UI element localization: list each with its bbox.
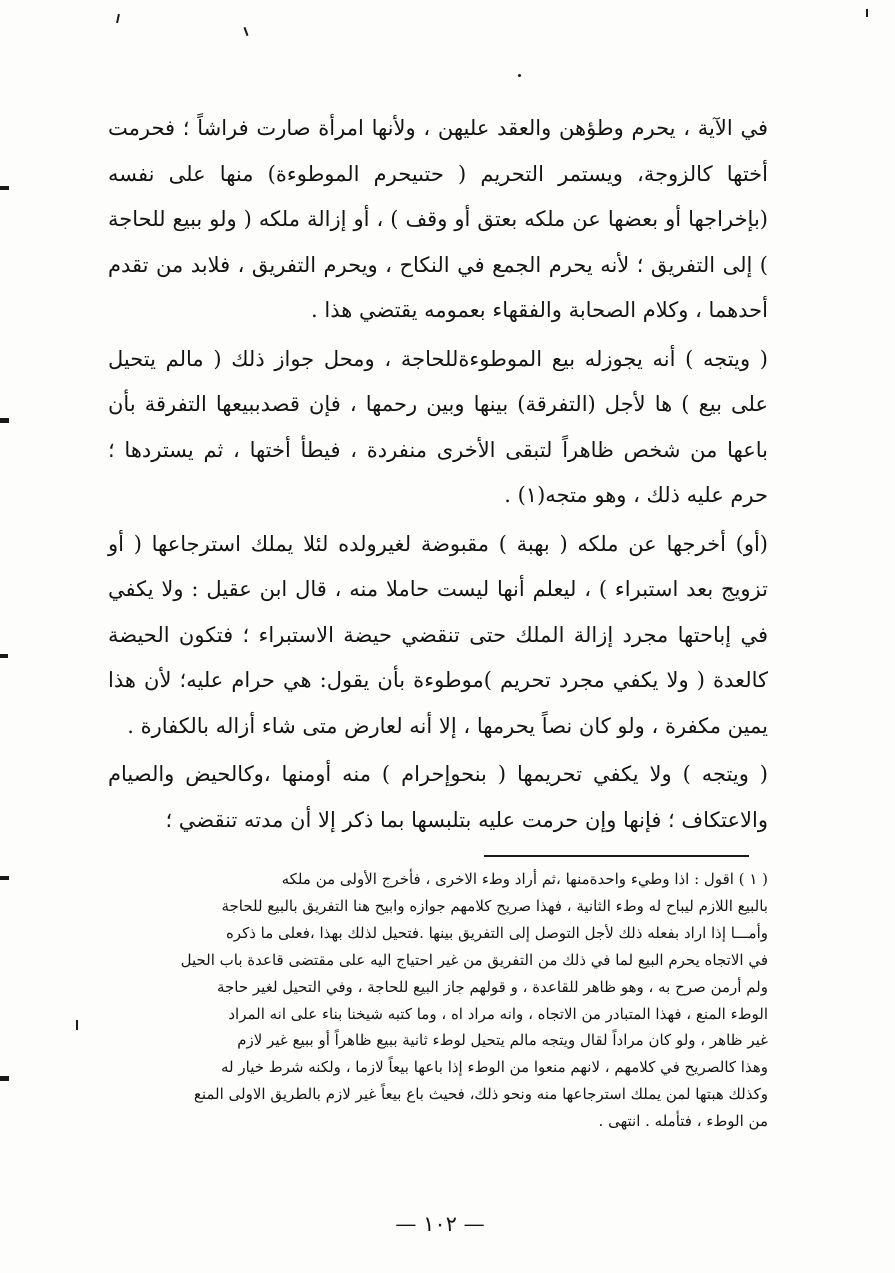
scan-mark (0, 418, 9, 423)
footnote-line: من الوطء ، فتأمله . انتهى . (598, 1112, 768, 1131)
scan-mark (0, 186, 9, 190)
footnote-line: وأمـــا إذا اراد بفعله ذلك لأجل التوصل إلى التفريق بينها .فتحيل لذلك بهذا ،فعلى ما ذكره (225, 923, 768, 942)
footnote-line: وكذلك هبتها لمن يملك استرجاعها منه ونحو ذلك، فحيث باع بيعاً غير لازم بالطريق الاولى المنع (193, 1085, 768, 1104)
footnote-line: بالبيع اللازم ليباح له وطء الثانية ، فهذا صريح كلامهم جوازه وابيح هنا التفريق بالبيع للحاجة (221, 896, 768, 915)
main-paragraph: ( ويتجه ) أنه يجوزله بيع الموطوءةللحاجة ، ومحل جواز ذلك ( مالم يتحيل على بيع ) ها لأجل (التفرقة) بينها وبين رحمها ، فإن قصدببيعها التفرقة بأن باعها من شخص ظاهراً لتبقى الأخرى منفردة ، فيطأ أختها ، ثم يستردها ؛ حرم عليه ذلك ، وهو متجه(١) . (108, 346, 768, 507)
scan-mark (0, 1076, 9, 1081)
scan-mark (0, 876, 9, 880)
main-paragraph: في الآية ، يحرم وطؤهن والعقد عليهن ، ولأنها امرأة صارت فراشاً ؛ فحرمت أختها كالزوجة، ويستمر التحريم ( حتىيحرم الموطوءة) منها على نفسه (بإخراجها أو بعضها عن ملكه بعتق أو وقف ) ، أو إزالة ملكه ( ولو ببيع للحاجة ) إلى التفريق ؛ لأنه يحرم الجمع في النكاح ، ويحرم التفريق ، فلابد من تقدم أحدهما ، وكلام الصحابة والفقهاء بعمومه يقتضي هذا . (108, 116, 768, 322)
footnotes (108, 866, 768, 1135)
footnote-line: وهذا كالصريح في كلامهم ، لانهم منعوا من الوطء إذا باعها بيعاً لازما ، ولكنه شرط خيار له (221, 1058, 768, 1077)
scan-mark (866, 9, 868, 17)
footnote-line: الوطء المنع ، فهذا المتبادر من الاتجاه ، وانه مراد اه ، وما كتبه شيخنا بناء على انه المراد (228, 1004, 768, 1023)
main-paragraph: ( ويتجه ) ولا يكفي تحريمها ( بنحوإحرام ) منه أومنها ،وكالحيض والصيام والاعتكاف ؛ فإنها وإن حرمت عليه بتلبسها بما ذكر إلا أن مدته تنقضي ؛ (108, 762, 768, 832)
scan-mark (116, 14, 120, 23)
main-paragraph: (أو) أخرجها عن ملكه ( بهبة ) مقبوضة لغيرولده لئلا يملك استرجاعها ( أو تزويج بعد استبراء ) ، ليعلم أنها ليست حاملا منه ، قال ابن عقيل : ولا يكفي في إباحتها مجرد إزالة الملك حتى تنقضي حيضة الاستبراء ؛ فتكون الحيضة كالعدة ( ولا يكفي مجرد تحريم )موطوءة بأن يقول: هي حرام عليه؛ لأن هذا يمين مكفرة ، ولو كان نصاً يحرمها ، إلا أنه لعارض متى شاء أزاله بالكفارة . (108, 531, 768, 738)
page-number: — ١٠٢ — (395, 1212, 485, 1236)
footnote-line: في الاتجاه يحرم البيع لما في ذلك من التفريق من غير احتياج اليه على مقتضى قاعدة باب الحيل (180, 950, 768, 969)
scan-mark (244, 27, 249, 36)
footnote-line: غير ظاهر ، ولو كان مراداً لقال ويتجه مالم يتحيل لوطء ثانية ببيع ظاهراً أو ببيع غير لازم (237, 1031, 768, 1050)
main-text (108, 106, 768, 843)
footnote-line: ( ١ ) اقول : اذا وطيء واحدةمنها ،ثم أراد وطء الاخرى ، فأخرج الأولى من ملكه (281, 870, 768, 888)
footnote-line: ولم أرمن صرح به ، وهو ظاهر للقاعدة ، و قولهم جاز البيع للحاجة ، وفي التحيل لغير حاجة (216, 977, 768, 996)
footnote-separator (484, 855, 749, 857)
scan-mark (518, 74, 521, 77)
scan-mark (0, 654, 8, 658)
scan-mark (76, 1020, 78, 1030)
